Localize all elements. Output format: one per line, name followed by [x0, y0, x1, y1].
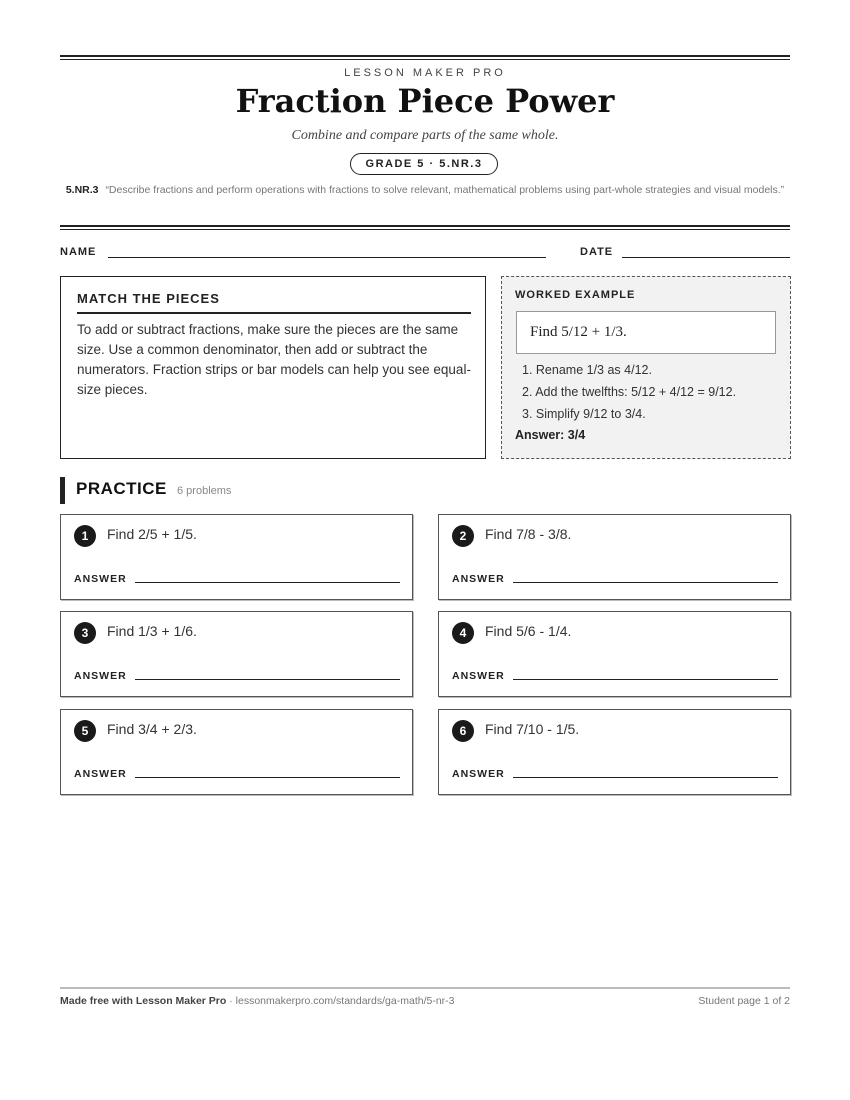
match-the-pieces-panel — [60, 276, 486, 459]
date-field[interactable] — [622, 257, 790, 258]
answer-field[interactable] — [135, 582, 400, 583]
worked-example-title: WORKED EXAMPLE — [515, 289, 636, 301]
worked-example-steps — [522, 359, 782, 425]
match-title-underline — [77, 312, 471, 314]
footer-credit — [60, 995, 455, 1007]
problem-text: Find 3/4 + 2/3. — [107, 721, 197, 737]
worked-step: 2. Add the twelfths: 5/12 + 4/12 = 9/12. — [522, 385, 737, 399]
footer-page-number: Student page 1 of 2 — [698, 995, 790, 1007]
standard-description — [60, 182, 790, 198]
practice-heading: PRACTICE — [76, 479, 167, 498]
grade-badge: GRADE 5 · 5.NR.3 — [350, 153, 498, 175]
footer-made-with: Made free with Lesson Maker Pro — [60, 995, 227, 1007]
practice-accent-bar — [60, 477, 65, 504]
name-label: NAME — [60, 246, 97, 258]
problem-card — [438, 611, 791, 697]
date-label: DATE — [580, 246, 614, 258]
worked-step: 3. Simplify 9/12 to 3/4. — [522, 407, 646, 421]
standard-text: “Describe fractions and perform operations with fractions to solve relevant, mathematical problems using part-whole strategies and visual models.” — [105, 184, 785, 196]
problem-number-badge: 4 — [452, 622, 474, 644]
worked-step: 1. Rename 1/3 as 4/12. — [522, 363, 652, 377]
worksheet-title: Fraction Piece Power — [235, 82, 615, 120]
problem-card — [60, 514, 413, 600]
section-rule-thin — [60, 229, 790, 230]
problem-text: Find 1/3 + 1/6. — [107, 623, 197, 639]
problem-number-badge: 2 — [452, 525, 474, 547]
problem-card — [438, 514, 791, 600]
worked-example-panel — [501, 276, 791, 459]
section-rule — [60, 225, 790, 227]
worked-example-answer: Answer: 3/4 — [515, 428, 586, 442]
header-rule — [60, 55, 790, 57]
footer-separator: · — [226, 995, 236, 1007]
standard-code: 5.NR.3 — [65, 184, 99, 196]
answer-label: ANSWER — [452, 670, 505, 682]
answer-label: ANSWER — [452, 573, 505, 585]
answer-label: ANSWER — [74, 768, 127, 780]
problem-number-badge: 5 — [74, 720, 96, 742]
name-field[interactable] — [108, 257, 546, 258]
worked-example-problem: Find 5/12 + 1/3. — [516, 311, 776, 354]
problem-text: Find 5/6 - 1/4. — [485, 623, 572, 639]
problem-number-badge: 6 — [452, 720, 474, 742]
answer-label: ANSWER — [74, 670, 127, 682]
problem-card — [60, 709, 413, 795]
problem-text: Find 2/5 + 1/5. — [107, 526, 197, 542]
practice-count: 6 problems — [177, 485, 232, 497]
worksheet-subtitle: Combine and compare parts of the same whole. — [291, 128, 559, 143]
footer-rule — [60, 987, 790, 989]
answer-field[interactable] — [513, 582, 778, 583]
problem-card — [60, 611, 413, 697]
answer-field[interactable] — [135, 777, 400, 778]
problem-text: Find 7/8 - 3/8. — [485, 526, 572, 542]
answer-field[interactable] — [513, 777, 778, 778]
match-instructions: To add or subtract fractions, make sure the pieces are the same size. Use a common denominator, then add or subtract the numerators. Fraction strips or bar models can help you see equal-size pieces. — [77, 322, 471, 397]
header-rule-thin — [60, 59, 790, 60]
match-title: MATCH THE PIECES — [77, 291, 220, 306]
answer-field[interactable] — [513, 679, 778, 680]
problem-text: Find 7/10 - 1/5. — [485, 721, 580, 737]
problem-number-badge: 1 — [74, 525, 96, 547]
answer-label: ANSWER — [452, 768, 505, 780]
worksheet-page — [60, 0, 790, 1100]
footer-url[interactable]: lessonmakerpro.com/standards/ga-math/5-nr-3 — [235, 995, 455, 1007]
problem-number-badge: 3 — [74, 622, 96, 644]
answer-field[interactable] — [135, 679, 400, 680]
brand-name: LESSON MAKER PRO — [344, 67, 506, 79]
answer-label: ANSWER — [74, 573, 127, 585]
problem-card — [438, 709, 791, 795]
